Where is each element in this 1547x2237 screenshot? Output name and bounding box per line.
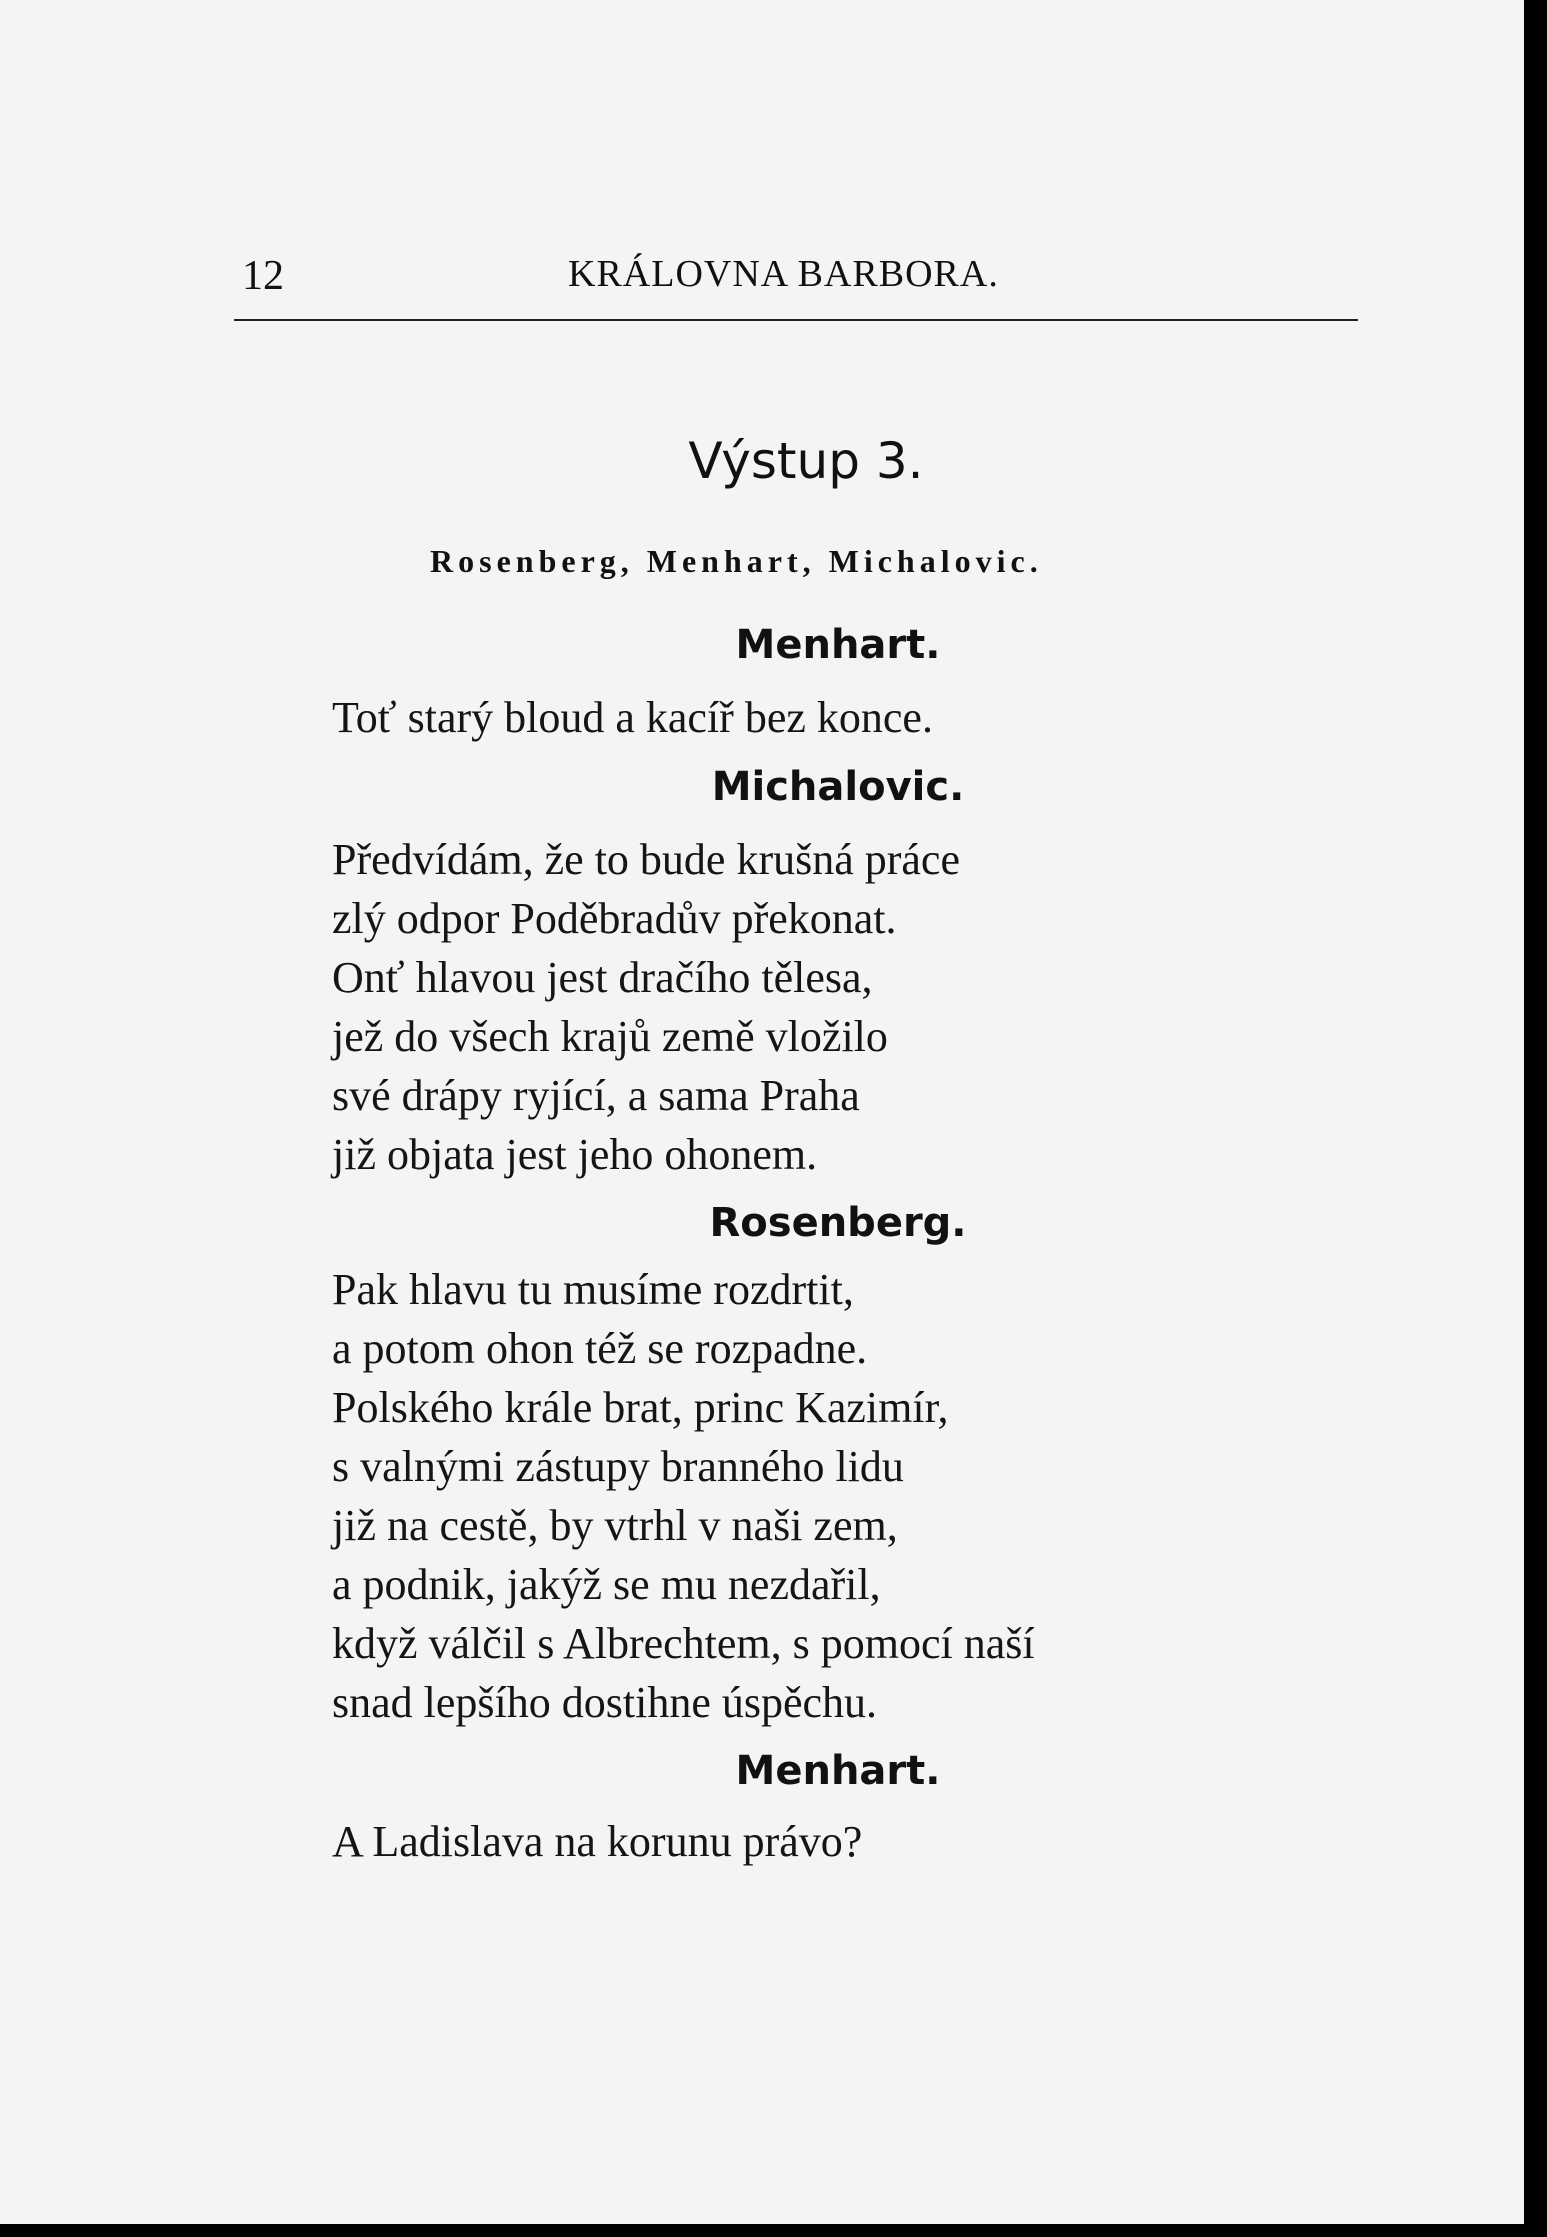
verse-line: když válčil s Albrechtem, s pomocí naší <box>332 1619 1035 1668</box>
speaker-name: Michalovic. <box>711 764 965 810</box>
speaker-name: Menhart. <box>735 622 941 668</box>
verse-line: Předvídám, že to bude krušná práce <box>332 835 960 884</box>
speech-block <box>332 1260 1035 1732</box>
verse-line: Toť starý bloud a kacíř bez konce. <box>332 693 933 742</box>
header-rule <box>234 319 1358 321</box>
verse-line: již objata jest jeho ohonem. <box>332 1130 818 1179</box>
verse-line: A Ladislava na korunu právo? <box>332 1817 863 1866</box>
speaker-name: Menhart. <box>735 1748 941 1794</box>
verse-line: s valnými zástupy branného lidu <box>332 1442 904 1491</box>
verse-line: Polského krále brat, princ Kazimír, <box>332 1383 949 1432</box>
verse-line: své drápy ryjící, a sama Praha <box>332 1071 860 1120</box>
verse-line: již na cestě, by vtrhl v naši zem, <box>332 1501 898 1550</box>
verse-line: zlý odpor Poděbradův překonat. <box>332 894 897 943</box>
verse-line: snad lepšího dostihne úspěchu. <box>332 1678 878 1727</box>
scene-heading: Výstup 3. <box>688 432 924 490</box>
speech-block <box>332 688 933 747</box>
page-number: 12 <box>242 253 284 299</box>
verse-line: jež do všech krajů země vložilo <box>332 1012 888 1061</box>
verse-line: Pak hlavu tu musíme rozdrtit, <box>332 1265 854 1314</box>
verse-line: a potom ohon též se rozpadne. <box>332 1324 868 1373</box>
verse-line: Onť hlavou jest dračího tělesa, <box>332 953 873 1002</box>
running-head <box>234 238 1358 304</box>
running-title: KRÁLOVNA BARBORA. <box>568 253 999 295</box>
speech-block <box>332 1812 862 1871</box>
speech-block <box>332 830 960 1184</box>
cast-list: Rosenberg, Menhart, Michalovic. <box>430 543 1043 579</box>
verse-line: a podnik, jakýž se mu nezdařil, <box>332 1560 881 1609</box>
speaker-name: Rosenberg. <box>709 1200 967 1246</box>
